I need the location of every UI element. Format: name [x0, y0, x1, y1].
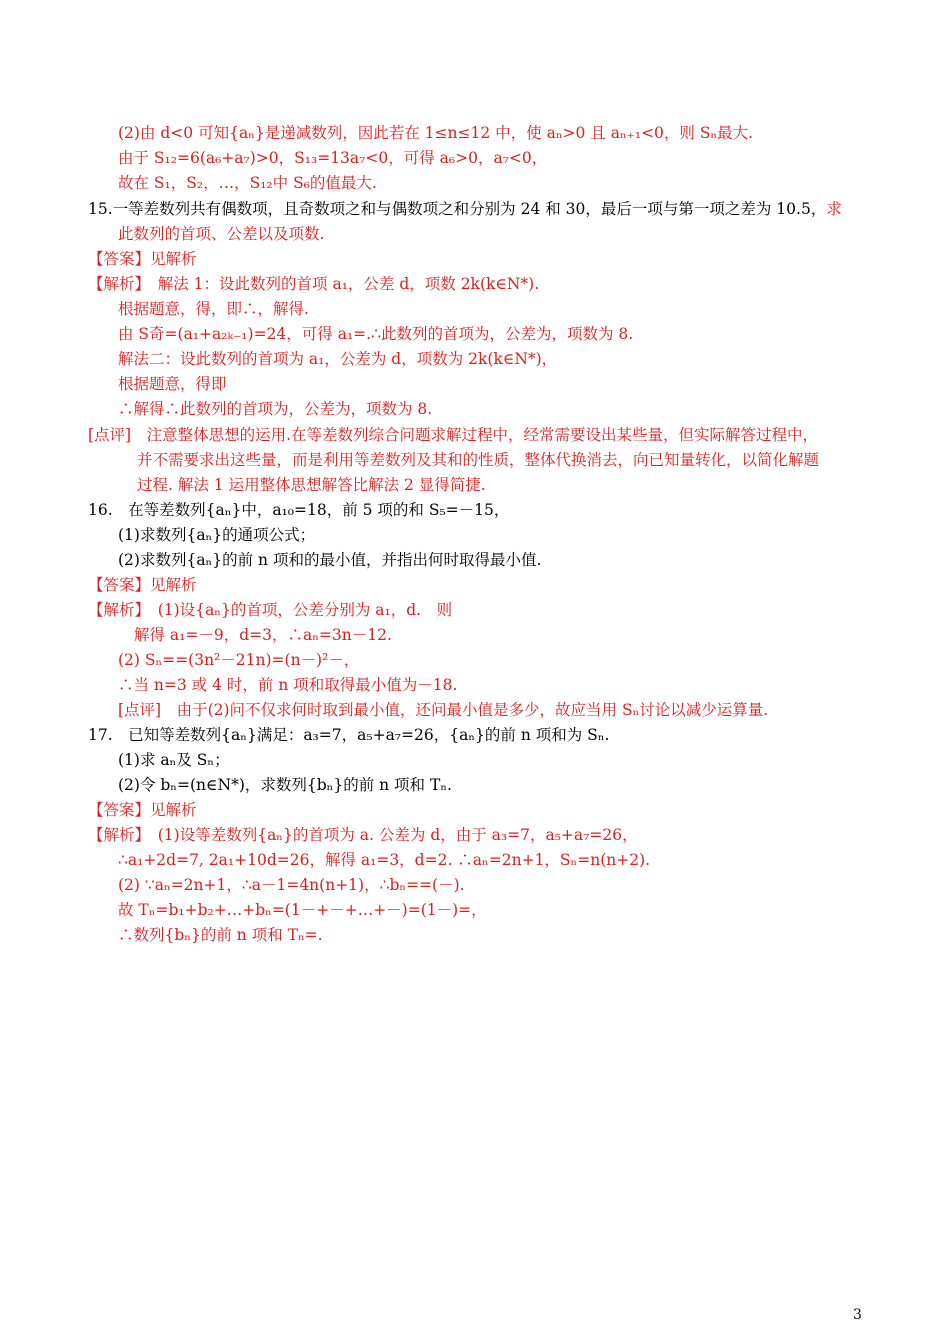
answer-label: 【答案】见解析: [88, 801, 197, 819]
text-line: (1)求数列{aₙ}的通项公式；: [118, 526, 316, 544]
question-15-red-tail: 求: [826, 200, 842, 218]
question-15: [88, 197, 842, 221]
text-line: 根据题意，得，即∴，解得.: [118, 300, 309, 318]
text-line: ∴a₁+2d=7, 2a₁+10d=26，解得 a₁=3，d=2. ∴aₙ=2n+1，Sₙ=n(n+2).: [118, 851, 651, 869]
text-line: 并不需要求出这些量，而是利用等差数列及其和的性质，整体代换消去，向已知量转化，以简化解题: [137, 451, 820, 469]
analysis-label: 【解析】 解法 1：设此数列的首项 a₁，公差 d，项数 2k(k∈N*).: [88, 275, 540, 293]
text-line: ∴数列{bₙ}的前 n 项和 Tₙ=.: [118, 926, 323, 944]
text-line: 故在 S₁，S₂，…，S₁₂中 S₆的值最大.: [118, 174, 377, 192]
text-line: 由于 S₁₂=6(a₆+a₇)>0，S₁₃=13a₇<0，可得 a₆>0，a₇<0，: [118, 149, 548, 167]
text-line: (2)求数列{aₙ}的前 n 项和的最小值，并指出何时取得最小值.: [118, 551, 542, 569]
question-16: 16. 在等差数列{aₙ}中，a₁₀=18，前 5 项的和 S₅=－15，: [88, 501, 510, 519]
text-line: 根据题意，得即: [118, 375, 227, 393]
question-17: 17. 已知等差数列{aₙ}满足：a₃=7，a₅+a₇=26，{aₙ}的前 n 项和为 Sₙ.: [88, 726, 610, 744]
text-line: 故 Tₙ=b₁+b₂+…+bₙ=(1－+－+…+－)=(1－)=，: [118, 901, 487, 919]
comment-label: [点评] 注意整体思想的运用.在等差数列综合问题求解过程中，经常需要设出某些量，但实际解答过程中，: [88, 426, 819, 444]
analysis-label: 【解析】 (1)设{aₙ}的首项，公差分别为 a₁，d. 则: [88, 601, 453, 619]
page-number: 3: [853, 1307, 862, 1323]
text-line: 此数列的首项、公差以及项数.: [118, 225, 325, 243]
answer-label: 【答案】见解析: [88, 576, 197, 594]
text-line: ∴当 n=3 或 4 时，前 n 项和取得最小值为－18.: [118, 676, 458, 694]
text-line: 解得 a₁=－9，d=3，∴aₙ=3n－12.: [134, 626, 392, 644]
text-line: (1)求 aₙ及 Sₙ；: [118, 751, 230, 769]
answer-label: 【答案】见解析: [88, 250, 197, 268]
analysis-label: 【解析】 (1)设等差数列{aₙ}的首项为 a. 公差为 d，由于 a₃=7，a₅+a₇=26，: [88, 826, 638, 844]
comment-label: [点评] 由于(2)问不仅求何时取到最小值，还问最小值是多少，故应当用 Sₙ讨论以减少运算量.: [118, 701, 769, 719]
text-line: 由 S奇=(a₁+a₂ₖ₋₁)=24，可得 a₁=.∴此数列的首项为，公差为，项数为 8.: [118, 325, 634, 343]
text-line: 解法二：设此数列的首项为 a₁，公差为 d，项数为 2k(k∈N*)，: [118, 350, 558, 368]
text-line: (2)由 d<0 可知{aₙ}是递减数列，因此若在 1≤n≤12 中，使 aₙ>0 且 aₙ₊₁<0，则 Sₙ最大.: [118, 124, 754, 142]
text-line: 过程. 解法 1 运用整体思想解答比解法 2 显得简捷.: [137, 476, 486, 494]
text-line: (2)令 bₙ=(n∈N*)，求数列{bₙ}的前 n 项和 Tₙ.: [118, 776, 452, 794]
text-line: (2) Sₙ==(3n²－21n)=(n－)²－，: [118, 651, 360, 669]
text-line: ∴解得∴此数列的首项为，公差为，项数为 8.: [118, 400, 433, 418]
question-15-text: 15.一等差数列共有偶数项，且奇数项之和与偶数项之和分别为 24 和 30，最后一项与第一项之差为 10.5，: [88, 200, 827, 218]
text-line: (2) ∵aₙ=2n+1，∴a－1=4n(n+1)，∴bₙ==(－).: [118, 876, 465, 894]
